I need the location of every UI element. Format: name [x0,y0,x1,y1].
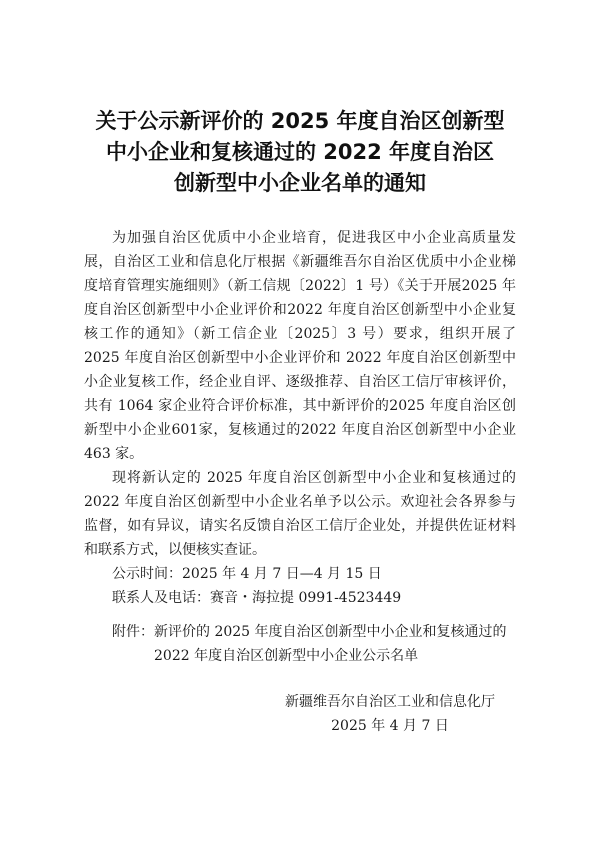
attachment-label: 附件： [112,624,154,640]
attachment-section [84,620,516,668]
issue-date: 2025 年 4 月 7 日 [331,718,449,734]
contact-info: 联系人及电话：赛音・海拉提 0991-4523449 [112,590,402,606]
title-line-3: 创新型中小企业名单的通知 [174,171,426,195]
document-title [60,106,540,199]
signature-block [260,690,520,738]
body-paragraph-2: 现将新认定的 2025 年度自治区创新型中小企业和复核通过的 2022 年度自治区创新型中小企业名单予以公示。欢迎社会各界参与监督，如有异议，请实名反馈自治区工信厅企业处，并提供佐证材料和联系方式，以便核实查证。 [84,470,516,558]
publicity-period: 公示时间：2025 年 4 月 7 日—4 月 15 日 [112,566,382,582]
body-paragraph-1: 为加强自治区优质中小企业培育，促进我区中小企业高质量发展，自治区工业和信息化厅根据《新疆维吾尔自治区优质中小企业梯度培育管理实施细则》（新工信规〔2022〕1 号）《关于开展2025 年度自治区创新型中小企业评价和2022 年度自治区创新型中小企业复核工作的通知》（新工信企业〔2025〕3 号）要求，组织开展了 2025 年度自治区创新型中小企业评价和 2022 年度自治区创新型中小企业复核工作，经企业自评、逐级推荐、自治区工信厅审核评价，共有 1064 家企业符合评价标准，其中新评价的2025 年度自治区创新型中小企业601家，复核通过的2022 年度自治区创新型中小企业 463 家。 [84,230,516,462]
attachment-title: 新评价的 2025 年度自治区创新型中小企业和复核通过的 2022 年度自治区创新型中小企业公示名单 [154,624,507,664]
title-line-2: 中小企业和复核通过的 2022 年度自治区 [105,140,495,164]
document-body [84,226,516,610]
title-line-1: 关于公示新评价的 2025 年度自治区创新型 [95,109,505,133]
issuer-name: 新疆维吾尔自治区工业和信息化厅 [285,694,495,710]
